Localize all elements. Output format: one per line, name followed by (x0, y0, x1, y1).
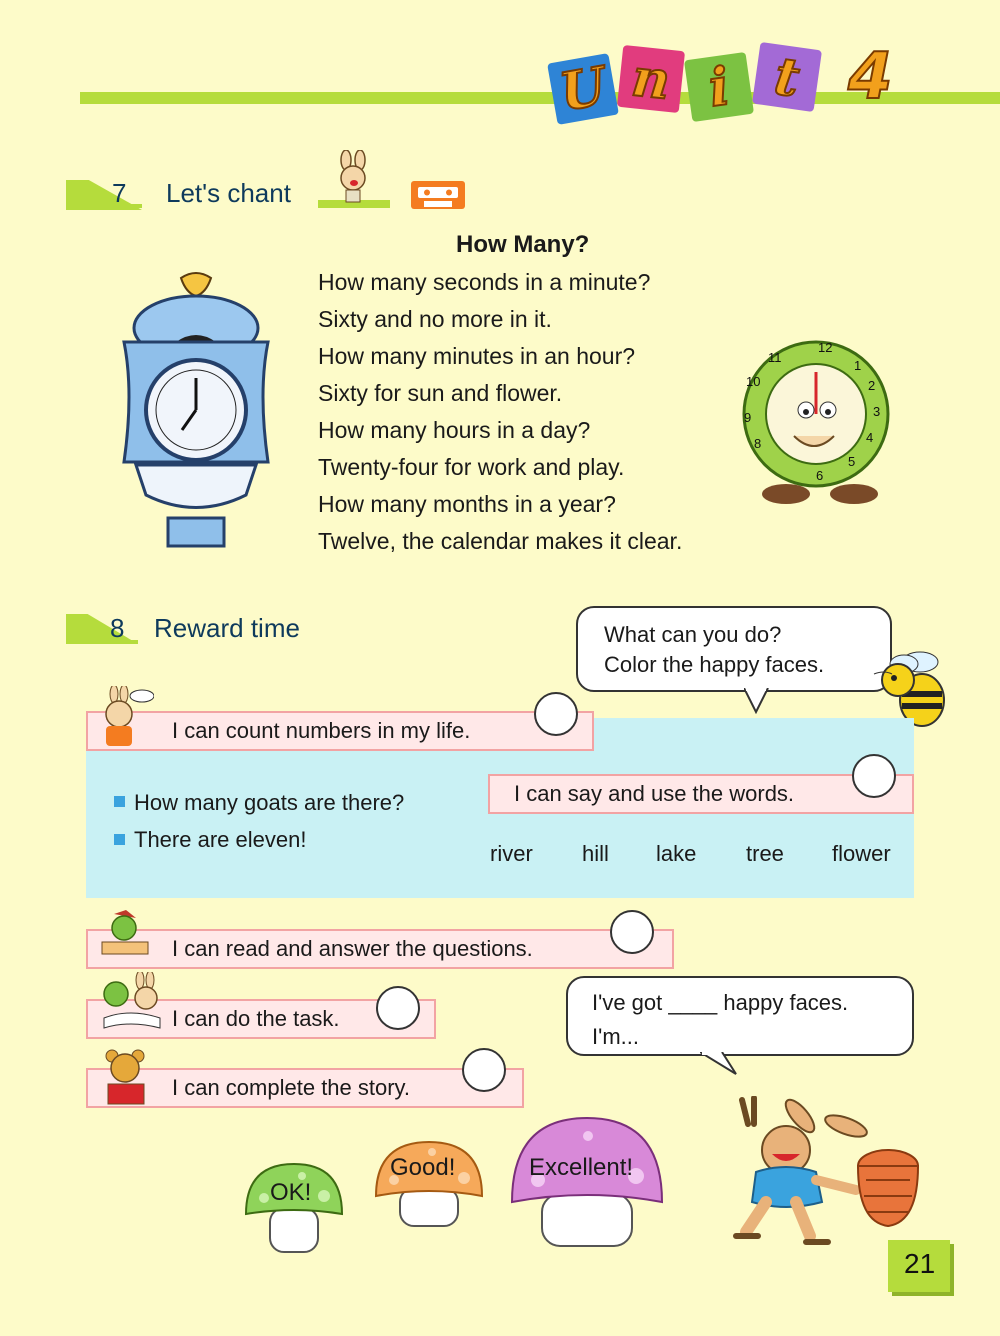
qa-bullet (114, 796, 125, 807)
section7-title: Let's chant (166, 178, 291, 208)
bear-reading-icon (100, 1046, 152, 1108)
clock-number: 8 (754, 436, 762, 451)
poem-line: How many seconds in a minute? (318, 269, 651, 295)
word-hill: hill (582, 841, 609, 866)
unit-tile-u: U (547, 53, 619, 125)
qa-bullet (114, 834, 125, 845)
poem-line: Sixty for sun and flower. (318, 380, 563, 406)
unit-tile-n: n (617, 45, 685, 113)
reward-text-say: I can say and use the words. (514, 781, 795, 806)
cassette-icon[interactable] (410, 180, 466, 210)
rabbit-bubble-line: I'm... (592, 1024, 639, 1049)
mushroom-excellent[interactable] (508, 1114, 666, 1250)
unit-tile-t: t (752, 42, 822, 112)
clock-number: 5 (848, 454, 856, 469)
mushroom-ok[interactable] (242, 1160, 346, 1256)
task-children-icon (96, 972, 166, 1034)
reading-child-icon (96, 908, 154, 964)
rabbit-bubble-line: I've got ____ happy faces. (592, 990, 849, 1015)
section7-number: 7 (112, 178, 127, 208)
reward-bar-count (86, 711, 594, 751)
poem-line: Twelve, the calendar makes it clear. (318, 528, 683, 554)
thinking-child-icon (92, 686, 154, 750)
happy-face-task[interactable] (376, 986, 420, 1030)
bee-bubble-line: Color the happy faces. (604, 652, 825, 677)
rabbit-speech-bubble (566, 976, 914, 1056)
bee-bubble-line: What can you do? (604, 622, 782, 647)
clock-number: 2 (868, 378, 876, 393)
reward-bar-say (488, 774, 914, 814)
qa-question: How many goats are there? (134, 790, 405, 815)
section8-tab-line (66, 640, 138, 644)
poem-title: How Many? (456, 231, 590, 258)
poem (318, 264, 682, 560)
clock-number: 4 (866, 430, 874, 445)
section7-tab-line (66, 204, 142, 208)
poem-line: Twenty-four for work and play. (318, 454, 625, 480)
section8-number: 8 (110, 613, 125, 643)
page-number: 21 (904, 1248, 936, 1279)
rabbit-basket-illustration (696, 1096, 926, 1248)
word-lake: lake (656, 841, 697, 866)
mushroom-ok-label: OK! (270, 1179, 312, 1206)
clock-number: 6 (816, 468, 824, 483)
clock-number: 11 (768, 350, 782, 365)
mushroom-good-label: Good! (390, 1154, 456, 1181)
word-river: river (490, 841, 533, 866)
reward-text-story: I can complete the story. (172, 1075, 411, 1100)
happy-face-count[interactable] (534, 692, 578, 736)
reward-text-task: I can do the task. (172, 1006, 340, 1031)
poem-line: How many hours in a day? (318, 417, 591, 443)
clock-number: 12 (818, 340, 833, 355)
word-tree: tree (746, 841, 784, 866)
clock-number: 1 (854, 358, 862, 373)
clock-number: 10 (746, 374, 761, 389)
grandfather-clock-illustration (106, 270, 286, 555)
mushroom-excellent-label: Excellent! (529, 1154, 634, 1181)
unit-number: 4 (848, 40, 893, 114)
happy-face-say[interactable] (852, 754, 896, 798)
word-flower: flower (832, 841, 891, 866)
bee-speech-bubble (576, 606, 892, 692)
bubble-tail (744, 688, 774, 714)
section8-title: Reward time (154, 613, 300, 643)
reward-bar-read (86, 929, 674, 969)
bubble-tail (700, 1052, 740, 1076)
happy-face-story[interactable] (462, 1048, 506, 1092)
qa-answer: There are eleven! (134, 827, 307, 852)
reward-text-count: I can count numbers in my life. (172, 718, 471, 743)
clock-number: 9 (744, 410, 752, 425)
singing-rabbit-icon (326, 150, 382, 206)
mushroom-good[interactable] (372, 1138, 486, 1230)
poem-line: How many minutes in an hour? (318, 343, 636, 369)
poem-line: Sixty and no more in it. (318, 306, 552, 332)
happy-face-read[interactable] (610, 910, 654, 954)
green-clock-illustration (736, 336, 896, 508)
unit-tile-i: i (684, 52, 754, 122)
reward-text-read: I can read and answer the questions. (172, 936, 533, 961)
poem-line: How many months in a year? (318, 491, 616, 517)
clock-number: 3 (873, 404, 881, 419)
